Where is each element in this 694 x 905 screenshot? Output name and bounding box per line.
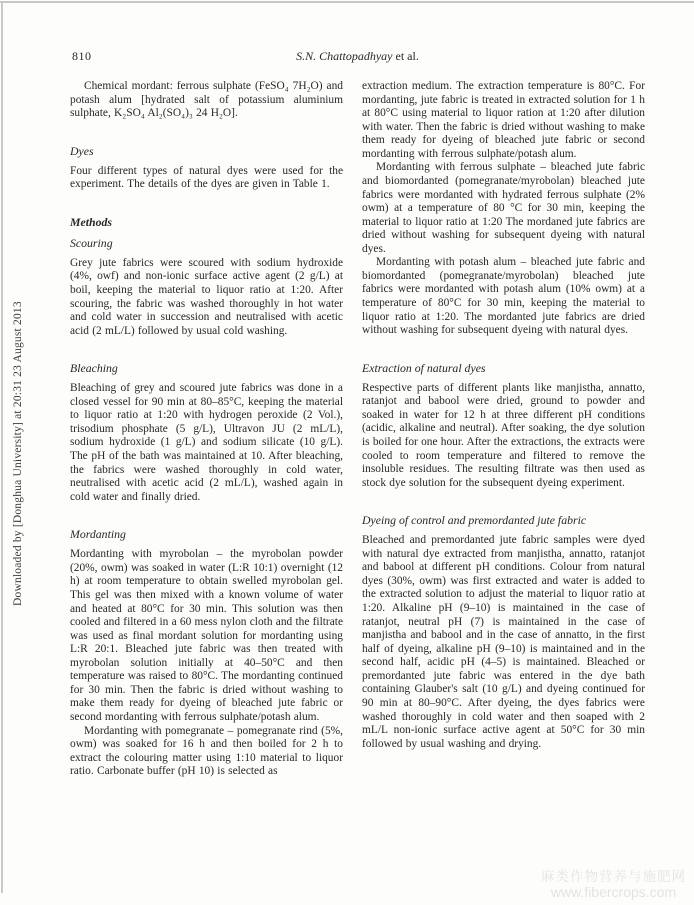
bleaching-heading: Bleaching [70, 361, 118, 376]
two-column-body [70, 80, 645, 779]
right-column [362, 80, 645, 779]
mordanting-pomegranate-paragraph: Mordanting with pomegranate – pomegranate rind (5%, owm) was soaked for 16 h and then boiled for 2 h to extract the colouring matter using 1:10 material to liquor ratio. Carbonate buffer (pH 10) is selected as [70, 724, 343, 778]
left-column [70, 80, 343, 779]
watermark-chinese-text: 麻类作物营养与施肥网 [541, 868, 686, 884]
scouring-heading: Scouring [70, 235, 113, 250]
mordanting-potash-alum-paragraph: Mordanting with potash alum – bleached jute fabric and biomordanted (pomegranate/myrobolan) bleached jute fabrics were mordanted with potash alum (10% owm) at a temperature of 80°C for 30 min, keeping the material to liquor ratio at 1:20. The mordanted jute fabrics are dried without washing for subsequent dyeing with natural dyes. [362, 256, 645, 337]
methods-heading: Methods [70, 214, 112, 229]
download-stamp: Downloaded by [Donghua University] at 20:31 23 August 2013 [12, 301, 24, 606]
chemical-mordant-paragraph: Chemical mordant: ferrous sulphate (FeSO₄ 7H₂O) and potash alum [hydrated salt of potassium aluminium sulphate, K₂SO₄ Al₂(SO₄)₃ 24 H₂O]. [70, 80, 343, 120]
extraction-medium-paragraph: extraction medium. The extraction temperature is 80°C. For mordanting, jute fabric is treated in extracted solution for 1 h at 80°C using material to liquor ration at 1:20 after dilution with water. Then the fabric is dried without washing to make them ready for dyeing of bleached jute fabric or second mordanting with ferrous sulphate/potash alum. [362, 80, 645, 160]
dyeing-heading: Dyeing of control and premordanted jute fabric [362, 513, 587, 528]
extraction-of-natural-dyes-heading: Extraction of natural dyes [362, 360, 486, 375]
mordanting-myrobolan-paragraph: Mordanting with myrobolan – the myrobolan powder (20%, owm) was soaked in water (L:R 10:1) overnight (12 h) at room temperature to obtain swelled myrobolan gel. This gel was then mixed with a known volume of water and heated at 80°C for 30 min. This solution was then cooled and filtered in a 60 mess nylon cloth and the filtrate was used as final mordant solution for mordanting using L:R 20:1. Bleached jute fabric was then treated with myrobolan solution initially at 40–50°C and then temperature was raised to 80°C. The mordanting continued for 30 min. Then the fabric is dried without washing to make them ready for dyeing of bleached jute fabric or second mordanting with ferrous sulphate/potash alum. [70, 548, 343, 723]
scan-edge-left [1, 1, 3, 893]
running-head-author: S.N. Chattopadhyay [296, 49, 393, 63]
extraction-of-natural-dyes-paragraph: Respective parts of different plants like manjistha, annatto, ratanjot and babool were dried, ground to powder and soaked in water for 12 h at three different pH conditions (acidic, alkaline and neutral). After soaking, the dye solution is boiled for one hour. After the extractions, the extracts were cooled to room temperature and filtered to remove the insoluble residues. The resulting filtrate was then used as stock dye solution for the subsequent dyeing experiment. [362, 381, 645, 489]
running-head-suffix: et al. [392, 49, 419, 63]
page-number: 810 [72, 49, 92, 63]
mordanting-ferrous-sulphate-paragraph: Mordanting with ferrous sulphate – bleached jute fabric and biomordanted (pomegranate/myrobolan) bleached jute fabrics were mordanted with hydrated ferrous sulphate (2% owm) at a temperature of 80 °C for 30 min, keeping the material to liquor ratio at 1:20 The mordaned jute fabrics are dried without washing for subsequent dyeing with natural dyes. [362, 161, 645, 255]
dyes-heading: Dyes [70, 143, 94, 158]
watermark-url-text: www.fibercrops.com [550, 883, 677, 900]
running-head [70, 49, 645, 64]
scouring-paragraph: Grey jute fabrics were scoured with sodium hydroxide (4%, owf) and non-ionic surface active agent (2 g/L) at boil, keeping the material to liquor ratio at 1:20. After scouring, the fabric was washed thoroughly in hot water and cold water in succession and neutralised with acetic acid (2 mL/L) followed by usual cold washing. [70, 256, 343, 337]
watermark [541, 870, 686, 900]
mordanting-heading: Mordanting [70, 527, 126, 542]
dyeing-paragraph: Bleached and premordanted jute fabric samples were dyed with natural dye extracted from manjistha, annatto, ratanjot and babool at different pH conditions. Colour from natural dyes (30%, owm) was first extracted and water is added to the extracted solution to adjust the material to liquor ratio at 1:20. Alkaline pH (9–10) is maintained in the case of ratanjot, neutral pH (7) is maintained in the case of manjistha and babool and in the case of annatto, in the first half of dyeing, alkaline pH (9–10) is maintained and in the second half, acidic pH (4–5) is maintained. Bleached or premordanted jute fabric was entered in the dye bath containing Glauber's salt (10 g/L) and dyeing continued for 90 min at 80–90°C. After dyeing, the dyes fabrics were washed thoroughly in cold water and then soaped with 2 mL/L non-ionic surface active agent at 50°C for 30 min followed by usual washing and drying. [362, 534, 645, 750]
running-head-title [70, 49, 645, 64]
bleaching-paragraph: Bleaching of grey and scoured jute fabrics was done in a closed vessel for 90 min at 80–85°C, keeping the material to liquor ratio at 1:20 with hydrogen peroxide (2 Vol.), trisodium phosphate (5 g/L), Ultravon JU (2 mL/L), sodium hydroxide (1 g/L) and sodium silicate (10 g/L). The pH of the bath was maintained at 10. After bleaching, the fabrics were washed thoroughly in cold water, neutralised with acetic acid (2 mL/L), washed again in cold water and finally dried. [70, 382, 343, 503]
dyes-paragraph: Four different types of natural dyes were used for the experiment. The details of the dyes are given in Table 1. [70, 164, 343, 191]
scan-edge-top [0, 1, 694, 3]
